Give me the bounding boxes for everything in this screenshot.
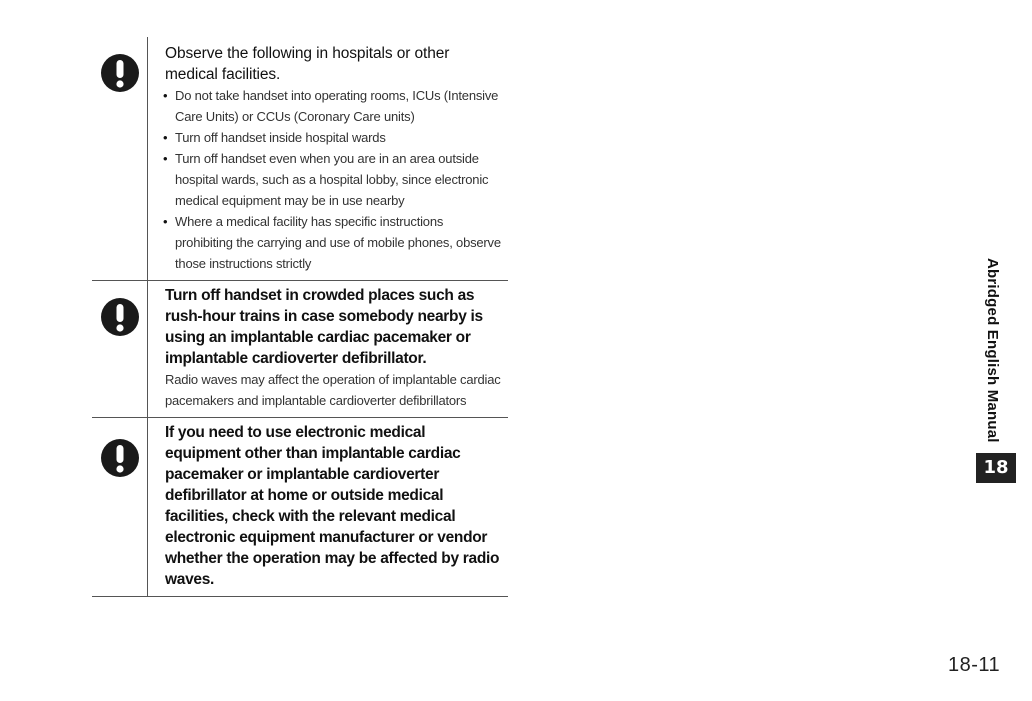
chapter-number-badge: 18 <box>976 453 1016 483</box>
page-number: 18-11 <box>948 654 1001 676</box>
list-item: • Turn off handset inside hospital wards <box>165 127 504 148</box>
warning-content <box>165 422 508 590</box>
list-item: • Where a medical facility has specific instructions prohibiting the carrying and use of mobile phones, observe those instructions strictly <box>165 211 504 274</box>
exclamation-icon <box>100 53 140 93</box>
warning-row-crowded-places <box>92 281 508 418</box>
list-item: • Do not take handset into operating rooms, ICUs (Intensive Care Units) or CCUs (Coronary Care units) <box>165 85 504 127</box>
exclamation-icon <box>100 438 140 478</box>
warning-row-hospitals <box>92 37 508 281</box>
exclamation-icon <box>100 297 140 337</box>
warning-table <box>92 37 508 597</box>
warning-content <box>165 285 508 411</box>
list-item: • Turn off handset even when you are in an area outside hospital wards, such as a hospital lobby, since electronic medical equipment may be in use nearby <box>165 148 504 211</box>
warning-heading: Observe the following in hospitals or other medical facilities. <box>165 45 450 83</box>
warning-heading: Turn off handset in crowded places such as rush-hour trains in case somebody nearby is using an implantable cardiac pacemaker or implantable cardioverter defibrillator. <box>165 287 483 367</box>
chapter-side-title: Abridged English Manual <box>984 258 1001 443</box>
warning-content <box>165 43 508 274</box>
warning-bullet-list <box>165 85 504 274</box>
warning-row-medical-equipment <box>92 418 508 597</box>
warning-heading: If you need to use electronic medical equipment other than implantable cardiac pacemaker or implantable cardioverter defibrillator at home or outside medical facilities, check with the relevant medical electronic equipment manufacturer or vendor whether the operation may be affected by radio waves. <box>165 424 500 588</box>
warning-note: Radio waves may affect the operation of implantable cardiac pacemakers and implantable cardioverter defibrillators <box>165 372 501 408</box>
